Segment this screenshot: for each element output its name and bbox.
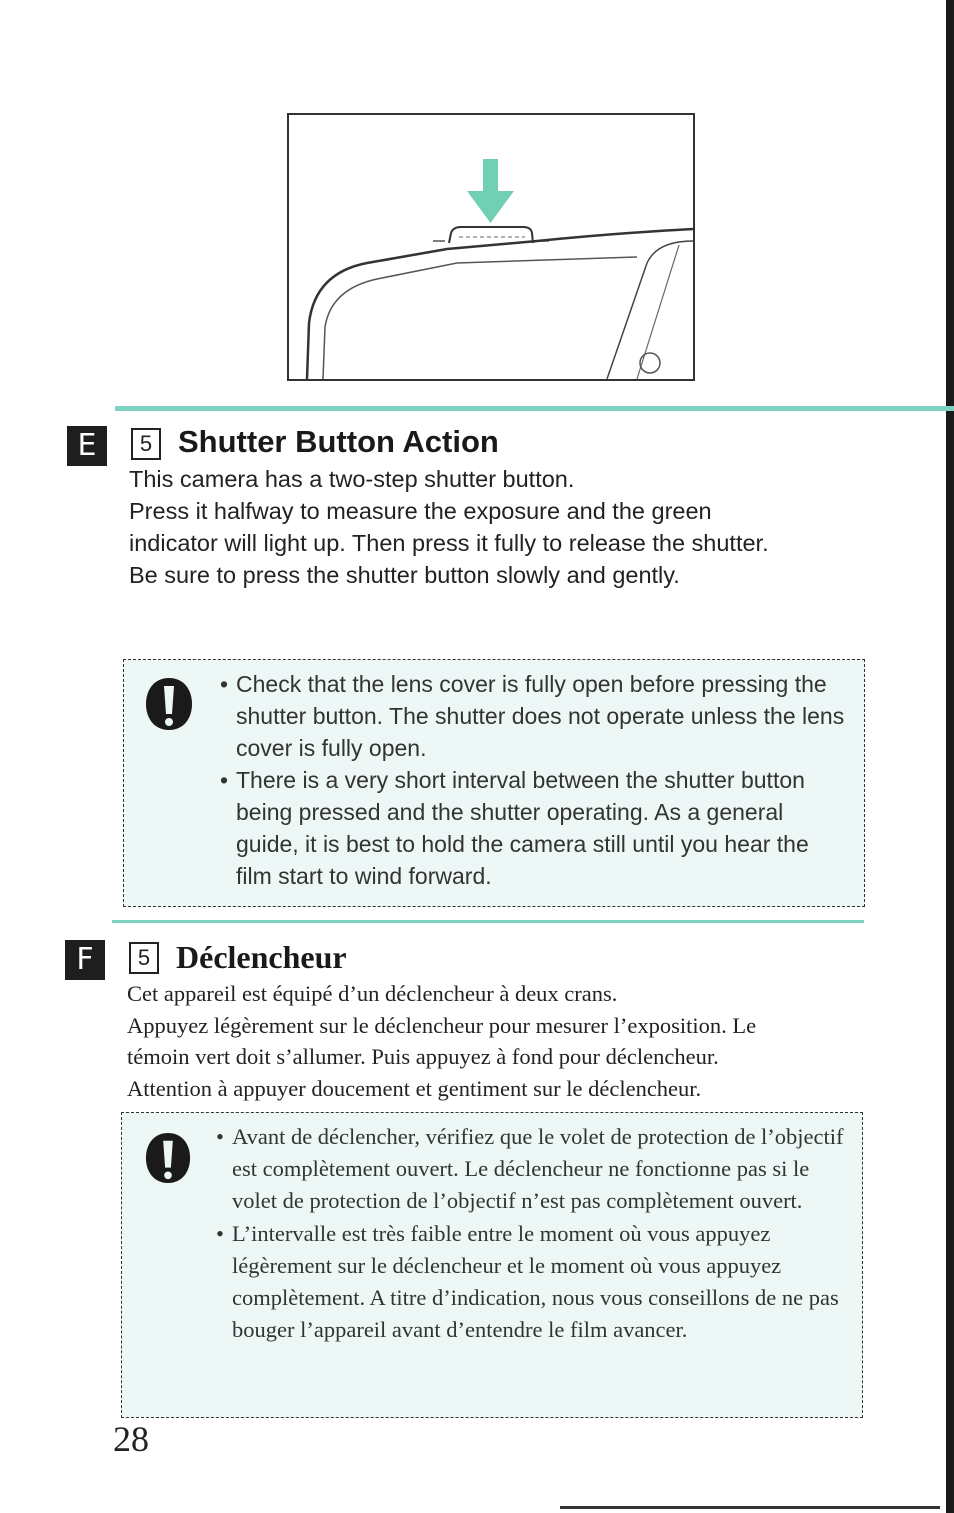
page-edge-bottom — [560, 1506, 940, 1509]
caution-list — [216, 1121, 856, 1346]
caution-list — [220, 668, 850, 892]
caution-exclamation-icon — [144, 1131, 192, 1185]
body-line: Appuyez légèrement sur le déclencheur pour mesurer l’exposition. Le — [127, 1012, 757, 1038]
caution-exclamation-icon — [144, 676, 194, 732]
step-number-badge: 5 — [129, 942, 159, 974]
list-item: • L’intervalle est très faible entre le moment où vous appuyez légèrement sur le déclencheur et le moment où vous appuyez complètement. A titre d’indication, nous vous conseillons de ne pas bouger l’appareil avant d’entendre le film avancer. — [216, 1218, 856, 1347]
body-line: Be sure to press the shutter button slowly and gently. — [129, 562, 680, 588]
section-body — [127, 978, 887, 1104]
section-divider — [115, 406, 954, 411]
caution-note-box — [121, 1112, 863, 1418]
page-edge-shadow — [946, 0, 954, 1513]
section-body — [129, 463, 889, 591]
caution-note-box — [123, 659, 865, 907]
body-line: indicator will light up. Then press it fully to release the shutter. — [129, 530, 769, 556]
body-line: Press it halfway to measure the exposure and the green — [129, 498, 712, 524]
list-item: • Avant de déclencher, vérifiez que le volet de protection de l’objectif est complètement ouvert. Le déclencheur ne fonctionne pas si le volet de protection de l’objectif n’est pas complètement ouvert. — [216, 1121, 856, 1218]
section-title: Déclencheur — [176, 939, 347, 975]
body-line: Cet appareil est équipé d’un déclencheur à deux crans. — [127, 981, 618, 1006]
language-badge-french: F — [65, 940, 105, 980]
list-item: • There is a very short interval between the shutter button being pressed and the shutter operating. As a general guide, it is best to hold the camera still until you hear the film start to wind forward. — [220, 764, 850, 892]
body-line: témoin vert doit s’allumer. Puis appuyez à fond pour déclencheur. — [127, 1044, 719, 1069]
camera-shutter-press-illustration — [287, 113, 695, 381]
list-item: • Check that the lens cover is fully open before pressing the shutter button. The shutter does not operate unless the lens cover is fully open. — [220, 668, 850, 764]
page-number: 28 — [113, 1419, 149, 1459]
body-line: Attention à appuyer doucement et gentiment sur le déclencheur. — [127, 1075, 702, 1101]
body-line: This camera has a two-step shutter button. — [129, 466, 575, 492]
section-title: Shutter Button Action — [178, 424, 499, 459]
step-number-badge: 5 — [131, 428, 161, 460]
language-badge-english: E — [67, 426, 107, 466]
section-divider — [112, 920, 864, 923]
